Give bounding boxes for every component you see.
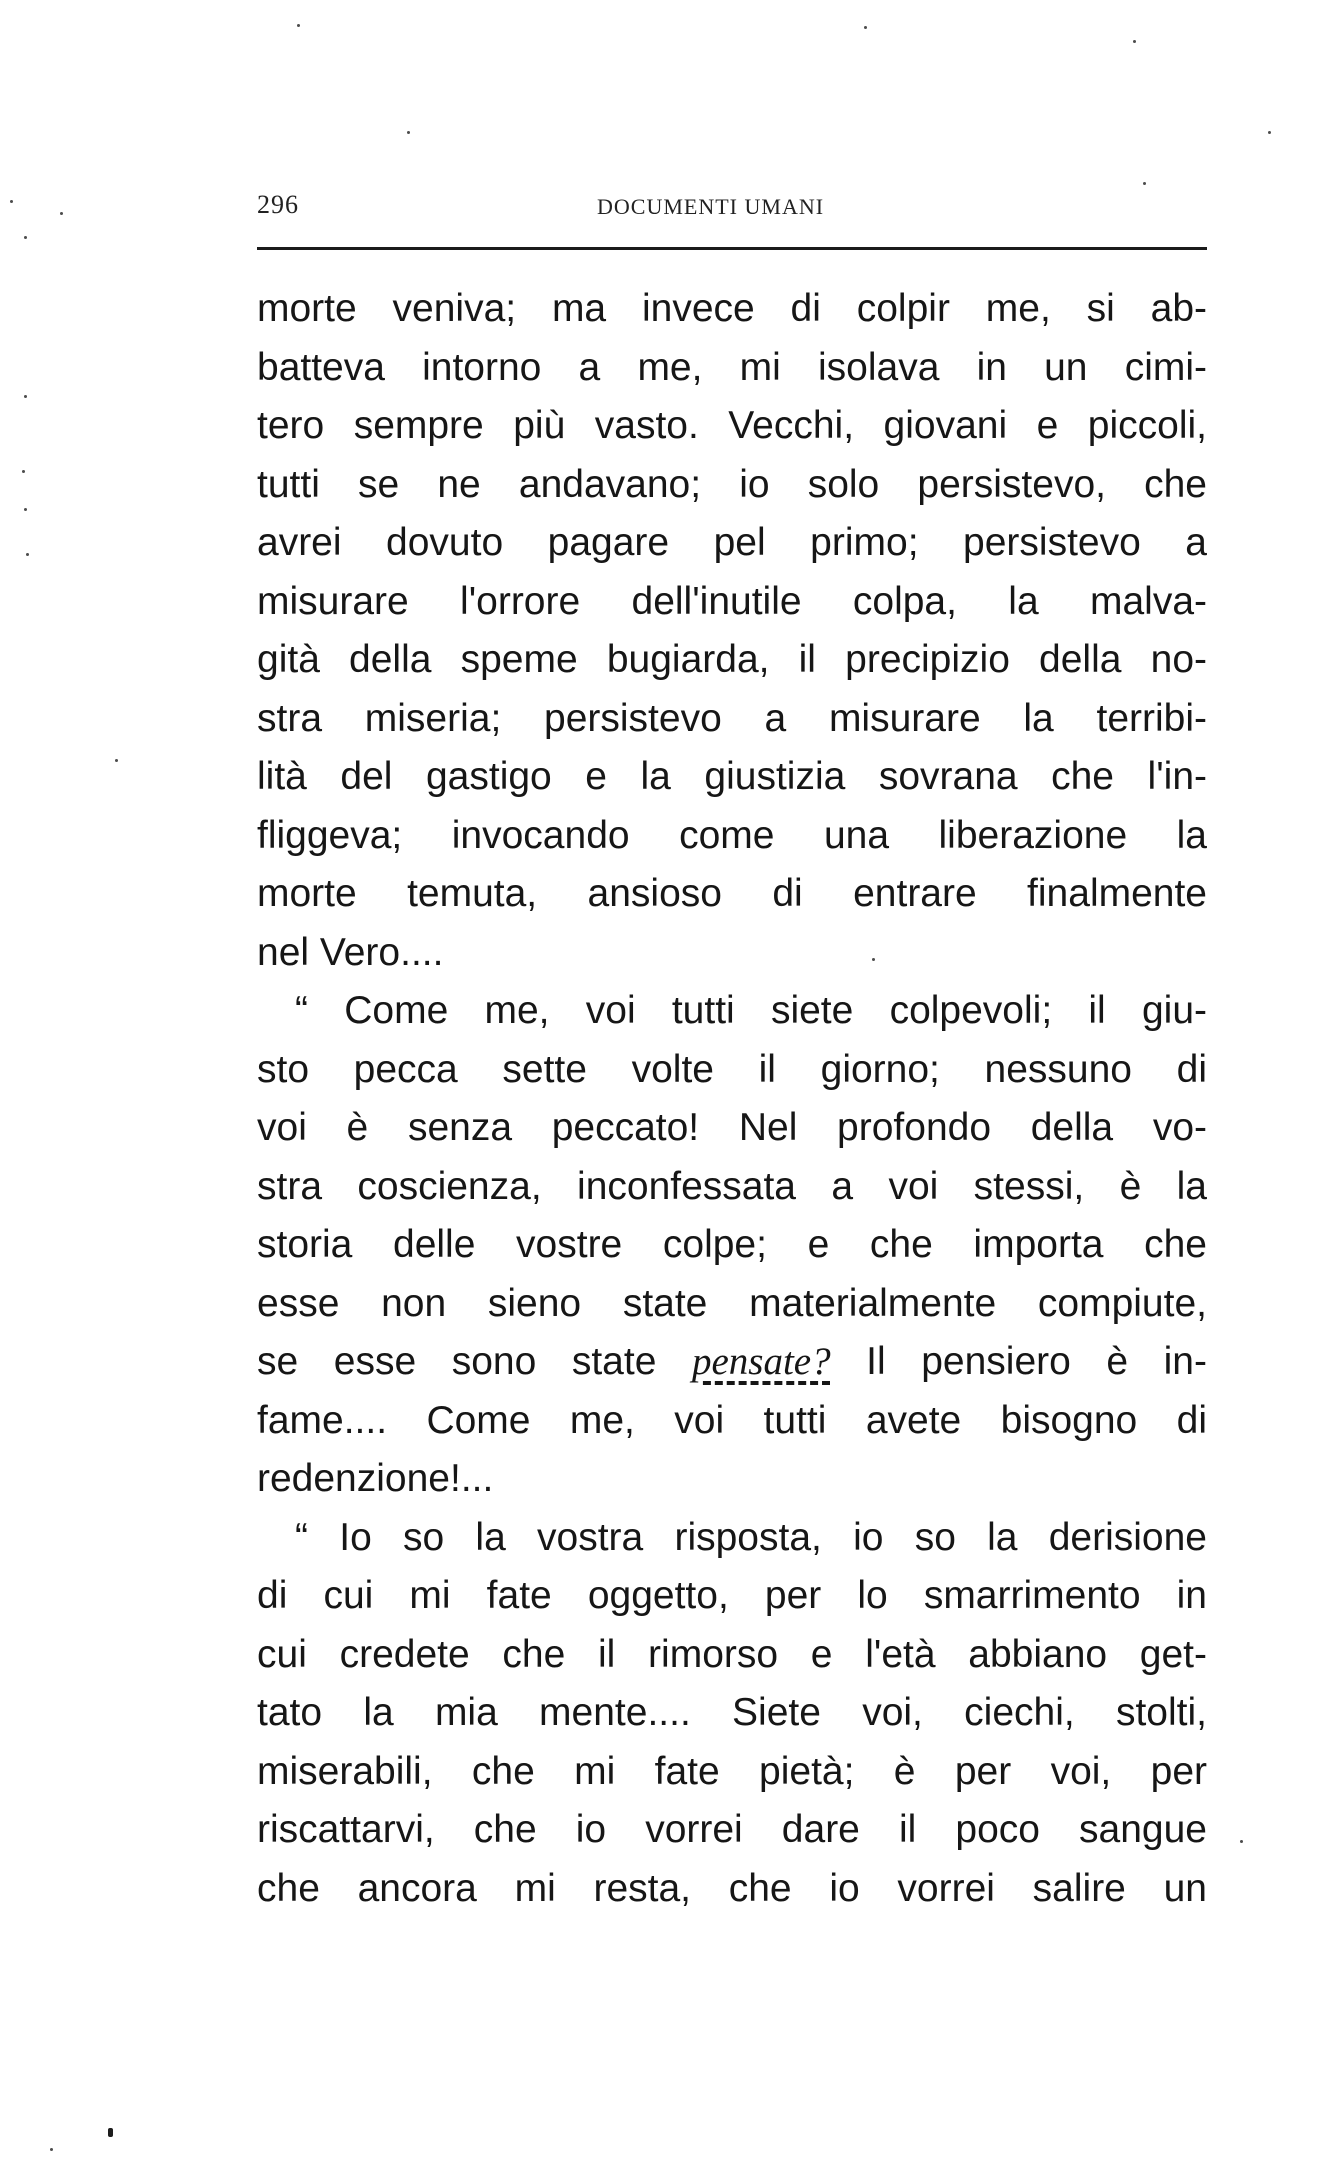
scan-speck — [115, 759, 118, 762]
text-line: batteva intorno a me, mi isolava in un cimi- — [257, 345, 1207, 389]
scan-speck — [10, 200, 13, 203]
running-header — [257, 183, 1207, 227]
text-line: tutti se ne andavano; io solo persistevo, che — [257, 462, 1207, 506]
text-line: riscattarvi, che io vorrei dare il poco sangue — [257, 1808, 1207, 1851]
scan-speck — [50, 2148, 53, 2151]
text-line: misurare l'orrore dell'inutile colpa, la malva- — [257, 579, 1207, 623]
text-line: fliggeva; invocando come una liberazione la — [257, 813, 1207, 857]
header-rule — [257, 247, 1207, 250]
text-line: storia delle vostre colpe; e che importa che — [257, 1223, 1207, 1266]
text-line: voi è senza peccato! Nel profondo della vo- — [257, 1106, 1207, 1149]
text-line: stra miseria; persistevo a misurare la terribi- — [257, 696, 1207, 740]
text-line: che ancora mi resta, che io vorrei salire un — [257, 1866, 1207, 1910]
text-line: morte temuta, ansioso di entrare finalmente — [257, 872, 1207, 915]
scan-speck — [1240, 1840, 1243, 1843]
text-line: cui credete che il rimorso e l'età abbiano get- — [257, 1632, 1207, 1676]
text-line: di cui mi fate oggetto, per lo smarrimento in — [257, 1574, 1207, 1617]
text-line: nel Vero.... — [257, 930, 444, 974]
text-line: esse non sieno state materialmente compiute, — [257, 1281, 1207, 1325]
paragraph-start-line: “ Come me, voi tutti siete colpevoli; il giu- — [295, 989, 1207, 1032]
paragraph-start-line: “ Io so la vostra risposta, io so la derisione — [295, 1515, 1207, 1559]
scan-speck — [24, 236, 27, 239]
page-number: 296 — [257, 190, 299, 219]
scan-speck — [1133, 40, 1136, 43]
text-segment: Il pensiero è in- — [830, 1340, 1207, 1383]
running-title: DOCUMENTI UMANI — [597, 194, 825, 219]
text-line: sto pecca sette volte il giorno; nessuno di — [257, 1047, 1207, 1091]
scan-speck — [108, 2128, 113, 2137]
scan-speck — [24, 508, 27, 511]
text-line: tato la mia mente.... Siete voi, ciechi, stolti, — [257, 1691, 1207, 1734]
scan-speck — [24, 395, 27, 398]
scan-speck — [864, 26, 867, 29]
scan-speck — [872, 958, 875, 961]
text-line: morte veniva; ma invece di colpir me, si ab- — [257, 287, 1207, 330]
text-line: tero sempre più vasto. Vecchi, giovani e piccoli, — [257, 404, 1207, 447]
scan-speck — [1143, 182, 1146, 185]
text-line: gità della speme bugiarda, il precipizio della no- — [257, 638, 1207, 681]
scan-speck — [1268, 131, 1271, 134]
text-line: stra coscienza, inconfessata a voi stessi, è la — [257, 1164, 1207, 1208]
scan-speck — [407, 131, 410, 134]
scan-speck — [60, 212, 63, 215]
text-segment: se esse sono state — [257, 1340, 692, 1383]
text-line: lità del gastigo e la giustizia sovrana che l'in- — [257, 755, 1207, 798]
text-line: fame.... Come me, voi tutti avete bisogno di — [257, 1398, 1207, 1442]
scan-speck — [26, 553, 29, 556]
scan-speck — [22, 470, 25, 473]
emphasized-word: pensate? — [691, 1340, 831, 1383]
body-text — [257, 280, 1207, 1918]
text-line: avrei dovuto pagare pel primo; persistevo a — [257, 521, 1207, 564]
text-line-with-emphasis — [257, 1333, 1207, 1392]
text-line: miserabili, che mi fate pietà; è per voi, per — [257, 1749, 1207, 1793]
scan-speck — [297, 24, 300, 27]
text-line: redenzione!... — [257, 1457, 494, 1500]
